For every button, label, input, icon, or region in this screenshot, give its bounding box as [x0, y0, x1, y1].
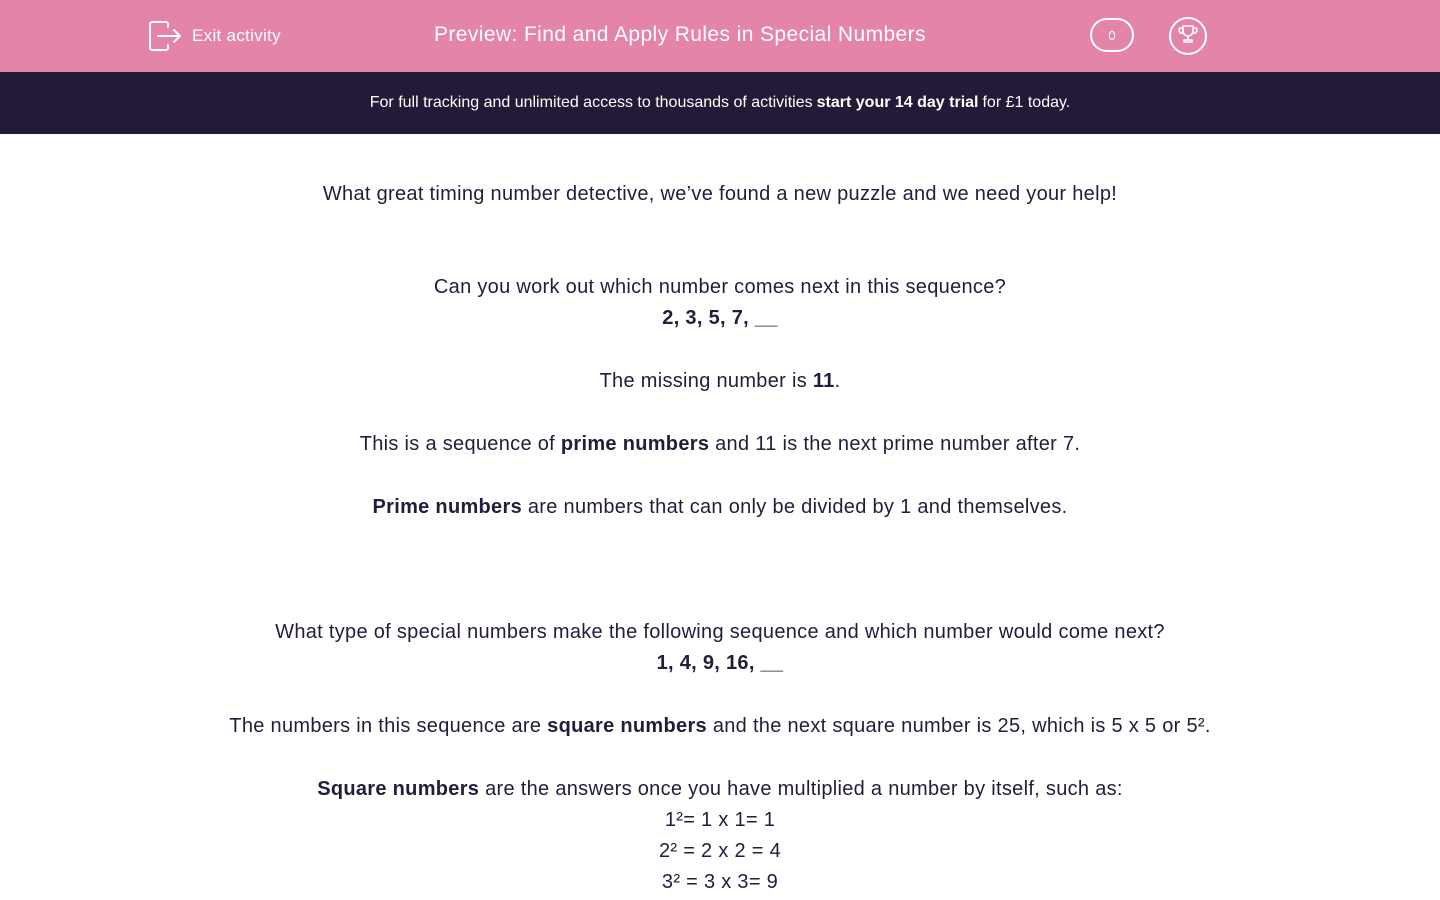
q1-definition-term: Prime numbers: [372, 496, 522, 518]
q1-sequence-value: 2, 3, 5, 7, __: [662, 307, 778, 329]
q1-definition-text: are numbers that can only be divided by 1 and themselves.: [522, 496, 1068, 518]
q1-answer-suffix: .: [834, 370, 841, 392]
q2-definition: [0, 777, 1440, 801]
trophy-icon: [1177, 23, 1199, 50]
q2-example-2: 2² = 2 x 2 = 4: [658, 840, 782, 862]
trophy-button[interactable]: [1169, 17, 1207, 55]
q1-explanation: [0, 432, 1440, 456]
q2-explain-prefix: The numbers in this sequence are: [229, 715, 548, 737]
q2-explain-term: square numbers: [547, 715, 707, 737]
q1-explain-term: prime numbers: [560, 433, 710, 455]
q2-sequence: [0, 651, 1440, 675]
q1-explain-prefix: This is a sequence of: [359, 433, 561, 455]
trial-banner: [0, 72, 1440, 134]
exit-icon: [148, 21, 182, 51]
q2-explain-suffix: and the next square number is 25, which is 5 x 5 or 5².: [706, 715, 1211, 737]
exit-activity-label: Exit activity: [192, 26, 281, 45]
q2-question: What type of special numbers make the following sequence and which number would come next?: [275, 621, 1165, 643]
q1-answer-value: 11: [812, 370, 835, 392]
q2-example-1: 1²= 1 x 1= 1: [664, 809, 776, 831]
intro-text: What great timing number detective, we’ve found a new puzzle and we need your help!: [322, 183, 1118, 205]
q1-answer: [0, 369, 1440, 393]
q2-definition-text: are the answers once you have multiplied a number by itself, such as:: [479, 778, 1123, 800]
q2-definition-term: Square numbers: [317, 778, 480, 800]
top-header-bar: [0, 0, 1440, 72]
banner-text-before: For full tracking and unlimited access to thousands of activities: [369, 94, 813, 111]
banner-text-after: for £1 today.: [982, 94, 1071, 111]
q2-example-3: 3² = 3 x 3= 9: [661, 871, 779, 893]
q1-answer-prefix: The missing number is: [599, 370, 813, 392]
q2-sequence-value: 1, 4, 9, 16, __: [656, 652, 784, 674]
exit-activity-button[interactable]: [148, 20, 281, 52]
q1-definition: [0, 495, 1440, 519]
q2-explanation: [0, 714, 1440, 738]
q1-question: Can you work out which number comes next in this sequence?: [433, 276, 1007, 298]
q1-explain-suffix: and 11 is the next prime number after 7.: [709, 433, 1081, 455]
score-badge: 0: [1090, 18, 1134, 52]
q1-sequence: [0, 306, 1440, 330]
page-title: Preview: Find and Apply Rules in Special Numbers: [434, 23, 926, 46]
start-trial-link[interactable]: start your 14 day trial: [816, 94, 979, 111]
